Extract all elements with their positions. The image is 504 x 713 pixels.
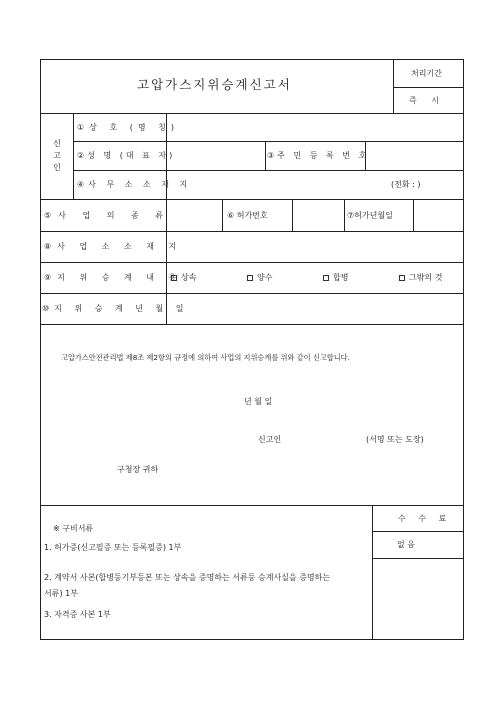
form-title: 고압가스지위승계신고서 bbox=[137, 77, 292, 92]
rule-processing-mid bbox=[393, 87, 463, 88]
rule-fee-left bbox=[372, 505, 373, 639]
option-merger[interactable]: 합병 bbox=[323, 273, 348, 283]
rule-succession-bottom bbox=[41, 293, 463, 294]
declaration-date: 년 월 일 bbox=[244, 397, 273, 406]
reg-no-label: ③주 민 등 록 번 호 bbox=[267, 151, 370, 160]
processing-period-label: 처리기간 bbox=[411, 69, 442, 78]
rule-fee-mid bbox=[372, 531, 463, 532]
applicant-group-label: 신 고 인 bbox=[53, 139, 61, 172]
fee-value: 없 음 bbox=[397, 540, 415, 549]
declarant-label: 신고인 bbox=[258, 435, 282, 444]
phone-label: (전화 : ) bbox=[391, 180, 421, 189]
checkbox-icon[interactable] bbox=[171, 275, 177, 281]
attachment-item: 서류) 1부 bbox=[44, 589, 78, 598]
option-other[interactable]: 그밖의 것 bbox=[399, 273, 442, 283]
option-transfer[interactable]: 양수 bbox=[247, 273, 272, 283]
trade-name-label: ①상 호 (명 칭) bbox=[77, 123, 179, 132]
succession-content-label: ⑨지 위 승 계 내 용 bbox=[44, 273, 183, 282]
fee-label: 수 수 료 bbox=[398, 514, 452, 523]
sign-label: (서명 또는 도장) bbox=[366, 435, 424, 444]
rule-applicant-group bbox=[73, 113, 74, 199]
permit-no-label: ⑥ 허가번호 bbox=[227, 211, 268, 220]
option-inheritance[interactable]: 상속 bbox=[171, 273, 196, 283]
rule-processing-left bbox=[393, 60, 394, 113]
rule-permit-date-value-split bbox=[413, 199, 414, 231]
rule-fee-bottom bbox=[372, 558, 463, 559]
checkbox-icon[interactable] bbox=[247, 275, 253, 281]
office-location-label: ④사 무 소 소 재 지 bbox=[77, 180, 192, 189]
business-location-label: ⑧사 업 소 소 재 지 bbox=[44, 242, 183, 251]
rule-permit-value-split bbox=[292, 199, 293, 231]
rule-applicant-1 bbox=[73, 141, 463, 142]
rule-applicant-2 bbox=[73, 170, 463, 171]
business-type-label: ⑤사 업 의 종 류 bbox=[44, 211, 170, 220]
checkbox-icon[interactable] bbox=[323, 275, 329, 281]
attachment-item: 1. 허가증(신고필증 또는 등록필증) 1부 bbox=[44, 543, 182, 552]
rule-location-bottom bbox=[41, 262, 463, 263]
name-label: ②성 명 (대 표 자) bbox=[77, 151, 176, 160]
rule-name-split bbox=[265, 141, 266, 170]
succession-report-form bbox=[40, 59, 464, 640]
rule-applicant-bottom bbox=[41, 199, 463, 200]
declaration-statement: 고압가스안전관리법 제8조 제2항의 규정에 의하여 사업의 지위승계를 위와 같이 신고합니다. bbox=[61, 353, 350, 362]
permit-date-label: ⑦허가년월일 bbox=[347, 211, 393, 220]
attachments-heading: ※ 구비서류 bbox=[53, 524, 94, 533]
attachment-item: 3. 자격증 사본 1부 bbox=[44, 610, 111, 619]
rule-business-type-bottom bbox=[41, 231, 463, 232]
checkbox-icon[interactable] bbox=[399, 275, 405, 281]
attachment-item: 2. 계약서 사본(합병등기부등본 또는 상속을 증명하는 서류등 승계사실을 증명하는 bbox=[44, 573, 331, 582]
rule-title-bottom bbox=[41, 113, 463, 114]
succession-date-label: ⑩지 위 승 계 년 월 일 bbox=[42, 304, 189, 313]
rule-declaration-bottom bbox=[41, 505, 463, 506]
rule-permit-date-split bbox=[344, 199, 345, 231]
addressee: 구청장 귀하 bbox=[117, 465, 159, 474]
rule-permit-split bbox=[222, 199, 223, 231]
processing-period-value: 즉 시 bbox=[409, 96, 445, 105]
rule-succession-date-bottom bbox=[41, 324, 463, 325]
